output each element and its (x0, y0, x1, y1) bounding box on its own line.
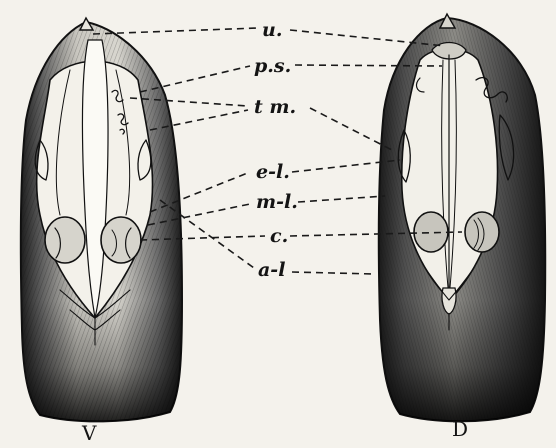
label-ml: m-l. (256, 191, 298, 213)
dorsal-pupa (379, 14, 545, 421)
leader-tm-right (310, 108, 392, 150)
leader-ml-right (298, 196, 385, 202)
dorsal-coxa-left (414, 212, 448, 252)
label-al: a-l (258, 259, 286, 281)
leader-ps-right (295, 65, 442, 66)
part-labels (254, 19, 298, 281)
label-ps: p.s. (254, 55, 292, 77)
label-c: c. (270, 225, 289, 247)
ventral-coxa-left (45, 217, 85, 263)
view-label-ventral: V (82, 421, 97, 445)
leader-al-right (292, 272, 374, 274)
leader-u-left (93, 28, 258, 34)
label-el: e-l. (256, 161, 290, 183)
ventral-pupa (21, 18, 182, 421)
label-u: u. (262, 19, 283, 41)
ventral-base-shadow (22, 300, 182, 421)
view-label-dorsal: D (452, 417, 469, 441)
dorsal-base-shadow (380, 300, 545, 421)
dorsal-coxa-right (465, 212, 499, 252)
label-tm: t m. (254, 96, 297, 118)
ventral-coxa-right (101, 217, 141, 263)
